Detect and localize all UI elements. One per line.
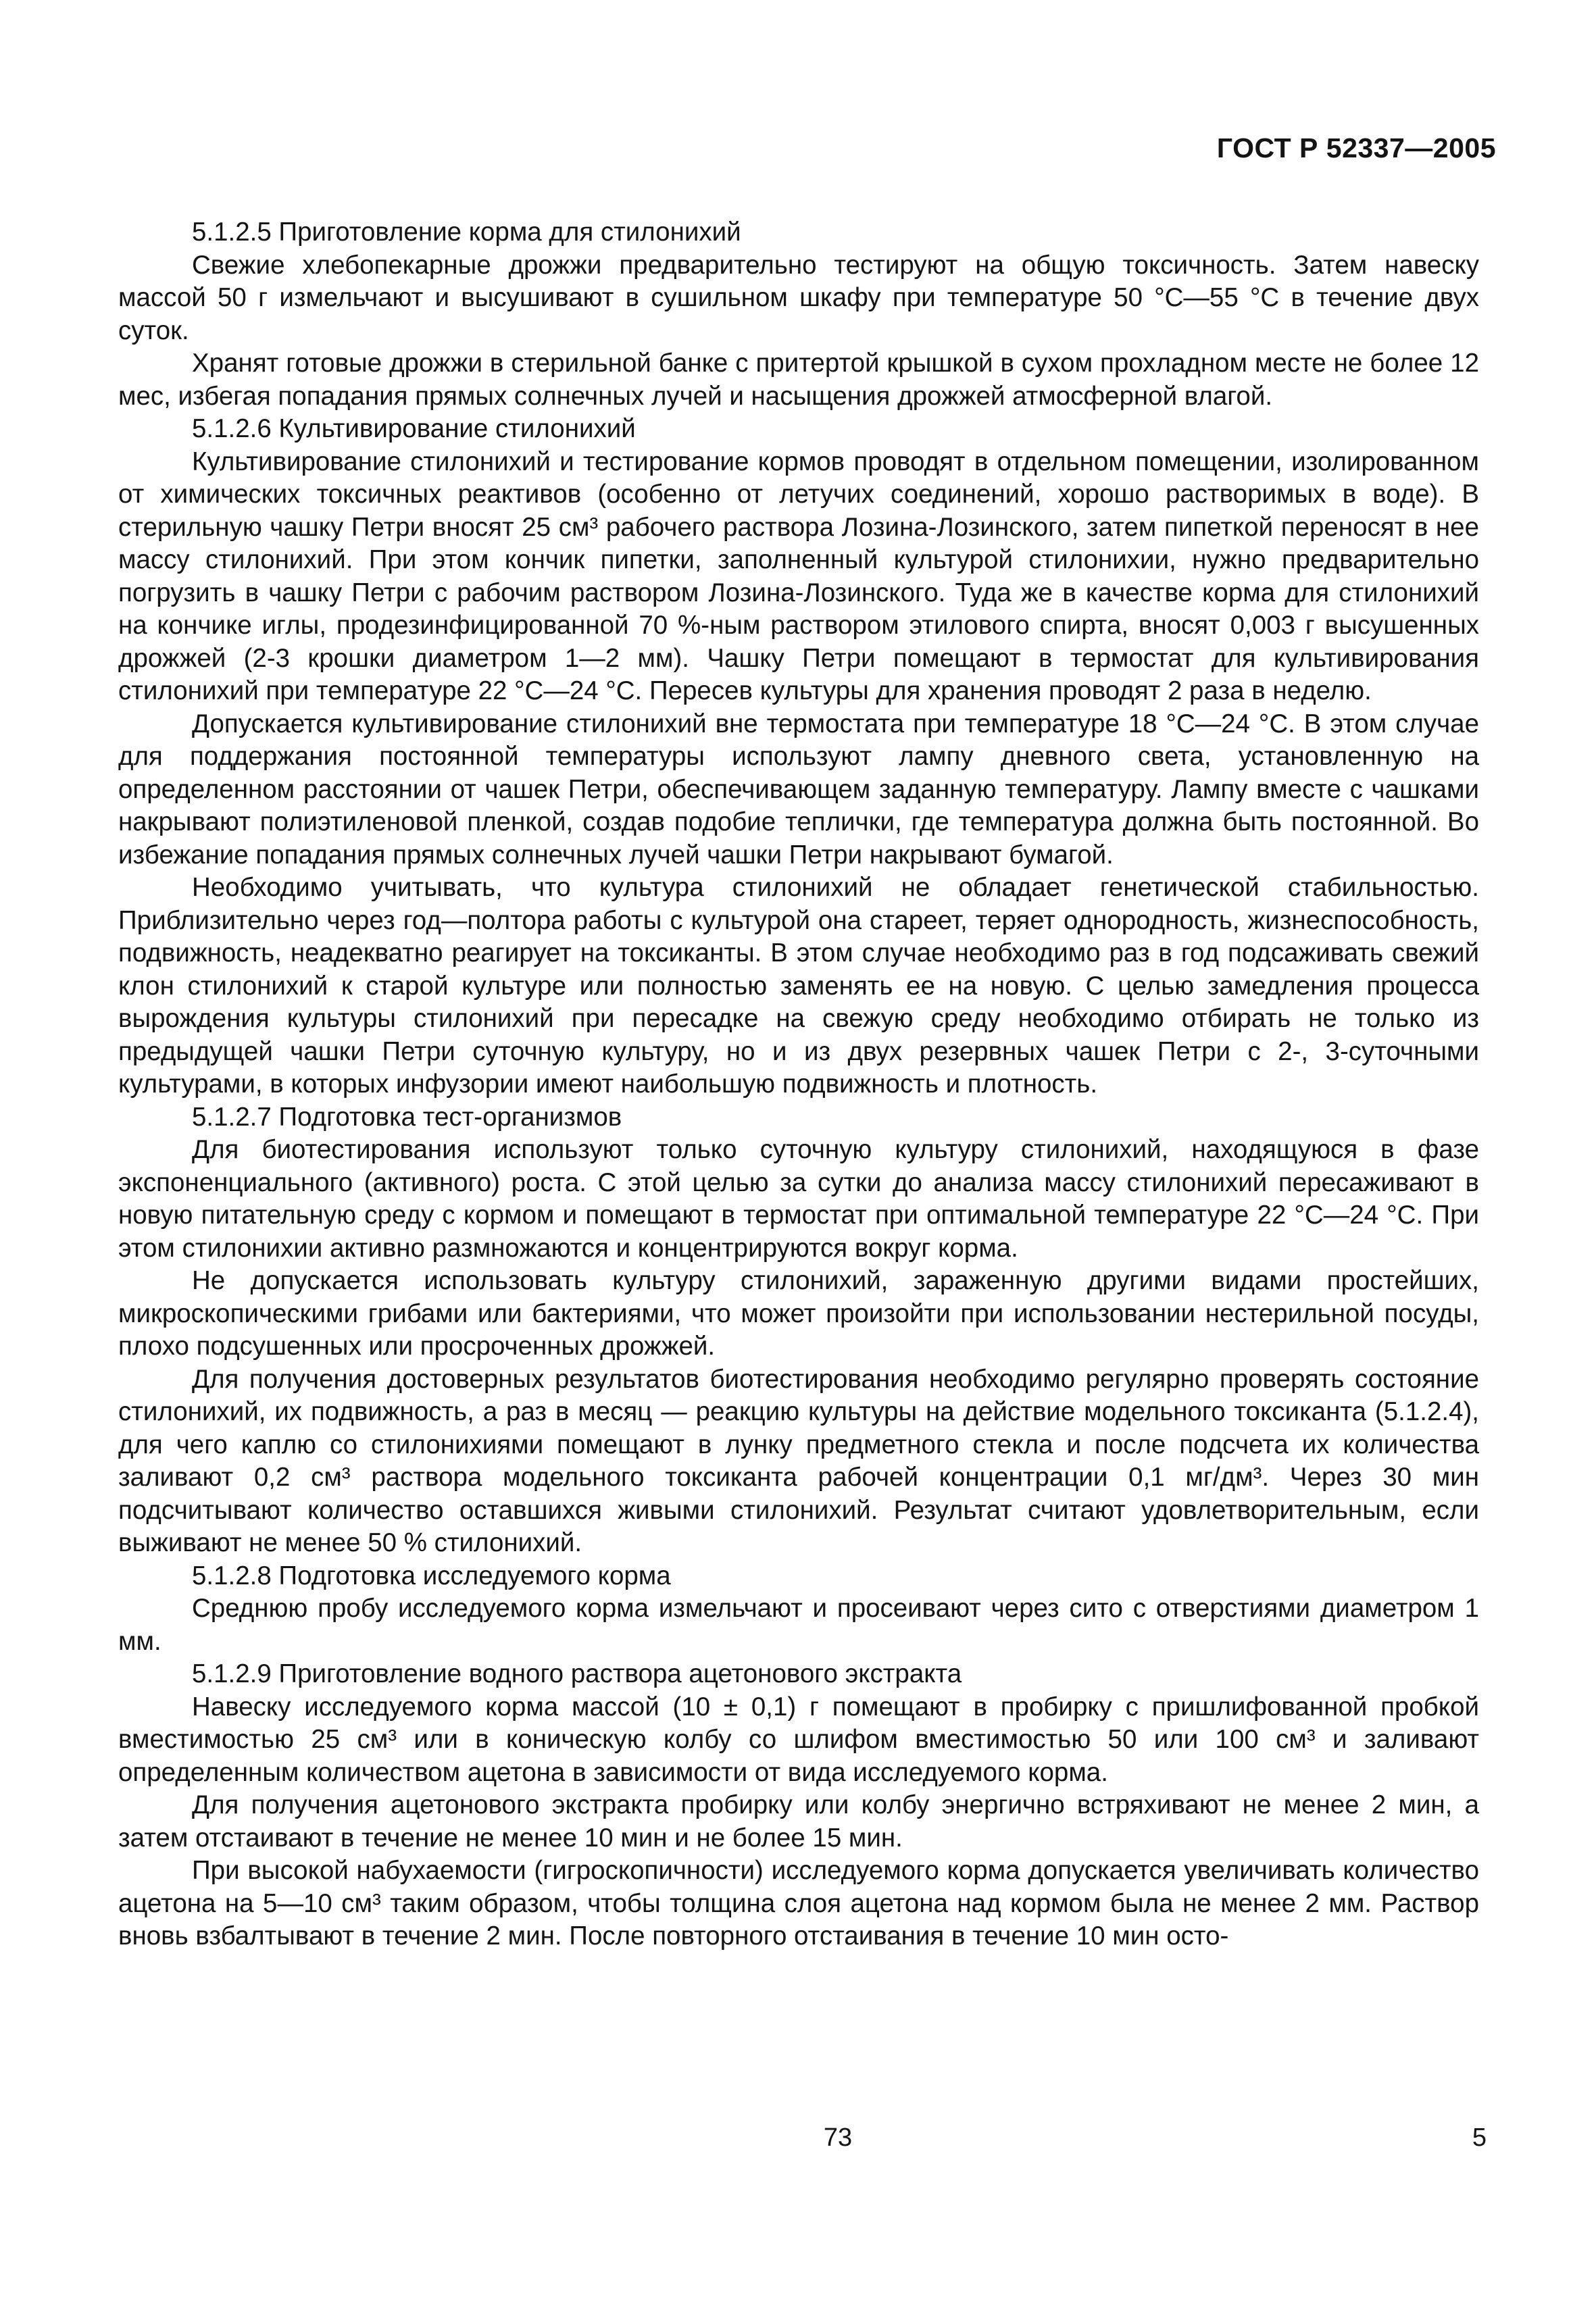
paragraph: Среднюю пробу исследуемого корма измельчают и просеивают через сито с отверстиями диаметром 1 мм. xyxy=(118,1594,1479,1656)
paragraph: Навеску исследуемого корма массой (10 ± 0,1) г помещают в пробирку с пришлифованной пробкой вместимостью 25 см³ или в коническую колбу со шлифом вместимостью 50 или 100 см³ и заливают определенным количеством ацетона в зависимости от вида исследуемого корма. xyxy=(118,1692,1479,1787)
paragraph: Допускается культивирование стилонихий вне термостата при температуре 18 °С—24 °С. В этом случае для поддержания постоянной температуры используют лампу дневного света, установленную на определенном расстоянии от чашек Петри, обеспечивающем заданную температуру. Лампу вместе с чашками накрывают полиэтиленовой пленкой, создав подобие теплички, где температура должна быть постоянной. Во избежание попадания прямых солнечных лучей чашки Петри накрывают бумагой. xyxy=(118,709,1479,870)
paragraph: При высокой набухаемости (гигроскопичности) исследуемого корма допускается увеличивать количество ацетона на 5—10 см³ таким образом, чтобы толщина слоя ацетона над кормом была не менее 2 мм. Раствор вновь взбалтывают в течение 2 мин. После повторного отстаивания в течение 10 мин осто- xyxy=(118,1856,1479,1951)
section-heading-5-1-2-9: 5.1.2.9 Приготовление водного раствора ацетонового экстракта xyxy=(192,1659,962,1688)
section-heading-5-1-2-5: 5.1.2.5 Приготовление корма для стилонихий xyxy=(192,218,741,247)
paragraph: Для получения достоверных результатов биотестирования необходимо регулярно проверять состояние стилонихий, их подвижность, а раз в месяц — реакцию культуры на действие модельного токсиканта (5.1.2.4), для чего каплю со стилонихиями помещают в лунку предметного стекла и после подсчета их количества заливают 0,2 см³ раствора модельного токсиканта рабочей концентрации 0,1 мг/дм³. Через 30 мин подсчитывают количество оставшихся живыми стилонихий. Результат считают удовлетворительным, если выживают не менее 50 % стилонихий. xyxy=(118,1364,1479,1557)
paragraph: Свежие хлебопекарные дрожжи предварительно тестируют на общую токсичность. Затем навеску массой 50 г измельчают и высушивают в сушильном шкафу при температуре 50 °С—55 °С в течение двух суток. xyxy=(118,250,1479,345)
section-heading-5-1-2-8: 5.1.2.8 Подготовка исследуемого корма xyxy=(192,1561,671,1590)
document-body xyxy=(118,216,1479,1953)
paragraph: Культивирование стилонихий и тестирование кормов проводят в отдельном помещении, изолированном от химических токсичных реактивов (особенно от летучих соединений, хорошо растворимых в воде). В стерильную чашку Петри вносят 25 см³ рабочего раствора Лозина-Лозинского, затем пипеткой переносят в нее массу стилонихий. При этом кончик пипетки, заполненный культурой стилонихии, нужно предварительно погрузить в чашку Петри с рабочим раствором Лозина-Лозинского. Туда же в качестве корма для стилонихий на кончике иглы, продезинфицированной 70 %-ным раствором этилового спирта, вносят 0,003 г высушенных дрожжей (2-3 крошки диаметром 1—2 мм). Чашку Петри помещают в термостат для культивирования стилонихий при температуре 22 °С—24 °С. Пересев культуры для хранения проводят 2 раза в неделю. xyxy=(118,447,1479,705)
section-heading-5-1-2-6: 5.1.2.6 Культивирование стилонихий xyxy=(192,414,636,443)
document-standard-id: ГОСТ Р 52337—2005 xyxy=(1216,132,1496,164)
section-heading-5-1-2-7: 5.1.2.7 Подготовка тест-организмов xyxy=(192,1102,622,1132)
paragraph: Хранят готовые дрожжи в стерильной банке с притертой крышкой в сухом прохладном месте не более 12 мес, избегая попадания прямых солнечных лучей и насыщения дрожжей атмосферной влагой. xyxy=(118,349,1479,411)
paragraph: Необходимо учитывать, что культура стилонихий не обладает генетической стабильностью. Приблизительно через год—полтора работы с культурой она стареет, теряет однородность, жизнеспособность, подвижность, неадекватно реагирует на токсиканты. В этом случае необходимо раз в год подсаживать свежий клон стилонихий к старой культуре или полностью заменять ее на новую. С целью замедления процесса вырождения культуры стилонихий при пересадке на свежую среду необходимо отбирать не только из предыдущей чашки Петри суточную культуру, но и из двух резервных чашек Петри с 2-, 3-суточными культурами, в которых инфузории имеют наибольшую подвижность и плотность. xyxy=(118,873,1479,1099)
paragraph: Не допускается использовать культуру стилонихий, зараженную другими видами простейших, микроскопическими грибами или бактериями, что может произойти при использовании нестерильной посуды, плохо подсушенных или просроченных дрожжей. xyxy=(118,1266,1479,1361)
paragraph: Для получения ацетонового экстракта пробирку или колбу энергично встряхивают не менее 2 мин, а затем отстаивают в течение не менее 10 мин и не более 15 мин. xyxy=(118,1790,1479,1853)
sheet-number: 5 xyxy=(1472,2123,1487,2152)
page-number: 73 xyxy=(823,2123,853,2152)
paragraph: Для биотестирования используют только суточную культуру стилонихий, находящуюся в фазе экспоненциального (активного) роста. С этой целью за сутки до анализа массу стилонихий пересаживают в новую питательную среду с кормом и помещают в термостат при оптимальной температуре 22 °С—24 °С. При этом стилонихии активно размножаются и концентрируются вокруг корма. xyxy=(118,1135,1479,1263)
